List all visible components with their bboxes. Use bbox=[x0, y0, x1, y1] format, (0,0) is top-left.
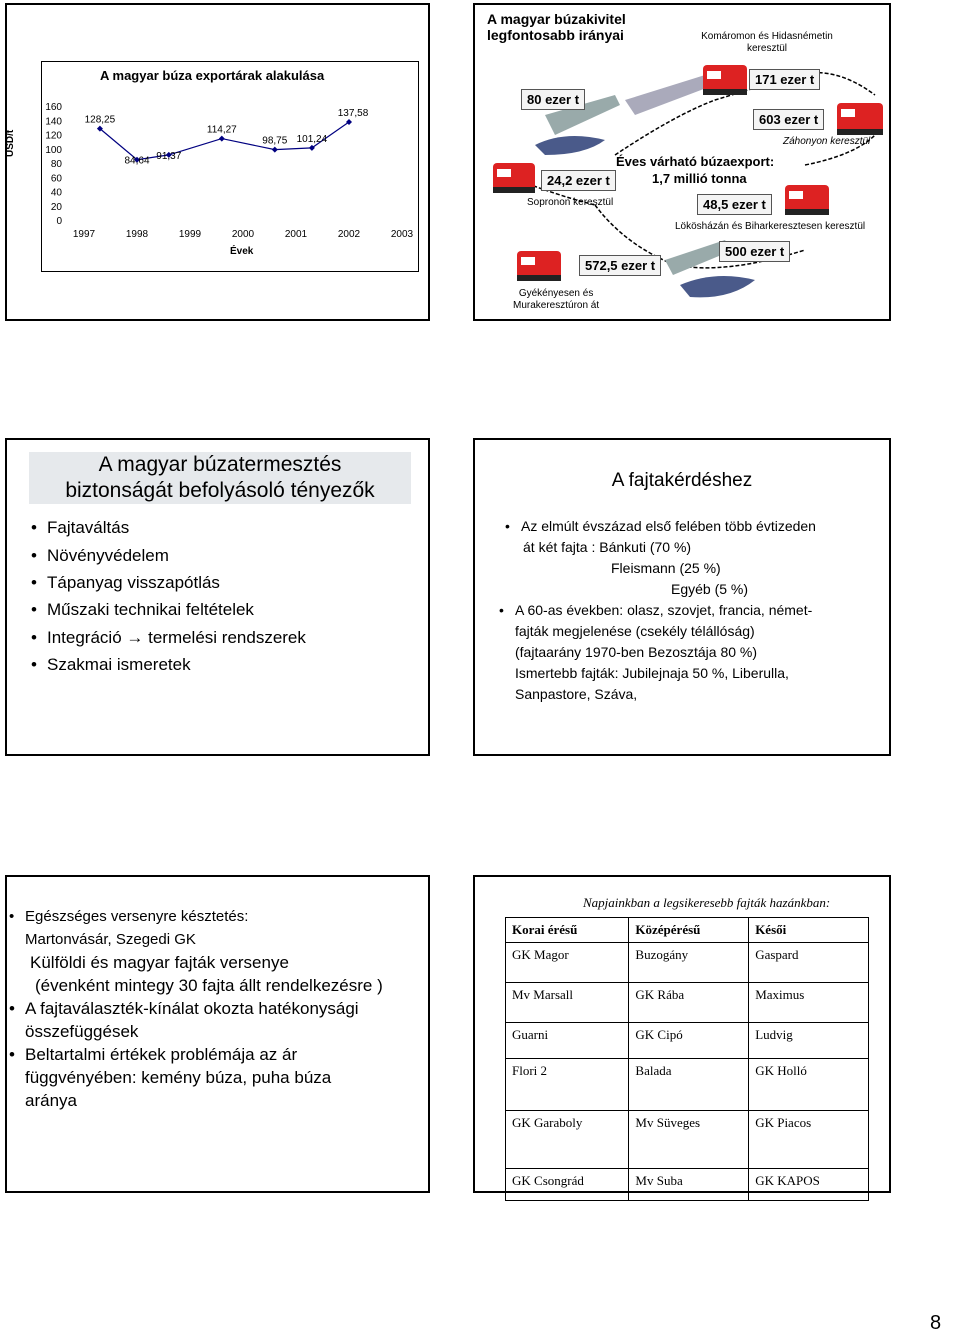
cell: Flori 2 bbox=[506, 1059, 629, 1111]
variety-p2-line5: Sanpastore, Száva, bbox=[515, 686, 638, 702]
value-603: 603 ezer t bbox=[753, 109, 824, 130]
safety-title bbox=[29, 452, 411, 504]
varieties-caption: Napjainkban a legsikeresebb fajták hazánkban: bbox=[583, 895, 831, 910]
header-cell: Késői bbox=[749, 918, 869, 943]
factor-item: • Szakmai ismeretek bbox=[47, 655, 191, 675]
variety-p1-line3: Fleismann (25 %) bbox=[611, 560, 721, 576]
data-point bbox=[272, 147, 278, 153]
value-24-2: 24,2 ezer t bbox=[541, 170, 616, 191]
ship-icon-3 bbox=[625, 75, 709, 115]
komarom-line1: Komáromon és Hidasnémetin bbox=[701, 31, 833, 42]
variety-p1-line1 bbox=[521, 516, 818, 537]
table-row bbox=[506, 943, 869, 983]
train-icon-east2 bbox=[785, 185, 829, 215]
cell: Mv Suba bbox=[629, 1169, 749, 1201]
comp-b3-line3: aránya bbox=[25, 1091, 77, 1110]
cell: Buzogány bbox=[629, 943, 749, 983]
variety-p1-line4: Egyéb (5 %) bbox=[671, 581, 749, 597]
cell: Guarni bbox=[506, 1023, 629, 1059]
varieties-table bbox=[505, 917, 869, 1201]
y-axis-label: USD/t bbox=[5, 129, 16, 157]
train-icon-west bbox=[493, 163, 535, 193]
annual-export-line2: 1,7 millió tonna bbox=[652, 171, 747, 186]
x-axis-label: Évek bbox=[230, 246, 254, 257]
table-header-row bbox=[506, 918, 869, 943]
gyek-line1: Gyékényesen és bbox=[518, 288, 594, 299]
factor-item: • Tápanyag visszapótlás bbox=[47, 573, 220, 593]
sopron-label: Sopronon keresztül bbox=[527, 197, 614, 208]
x-tick-label: 1998 bbox=[125, 229, 149, 240]
header-cell: Középérésű bbox=[629, 918, 749, 943]
comp-b1-line4: (évenként mintegy 30 fajta állt rendelkezésre ) bbox=[35, 976, 383, 995]
cell: GK Cipó bbox=[629, 1023, 749, 1059]
chart-title: A magyar búza exportárak alakulása bbox=[100, 68, 325, 83]
train-icon-south bbox=[517, 251, 561, 281]
komarom-label bbox=[697, 31, 837, 55]
y-tick-label: 140 bbox=[45, 116, 62, 128]
comp-b1-line2: Martonvásár, Szegedi GK bbox=[25, 931, 196, 948]
routes-title-line2: legfontosabb irányai bbox=[487, 27, 624, 43]
x-tick-label: 1999 bbox=[178, 229, 202, 240]
variety-p1-line2: át két fajta : Bánkuti (70 %) bbox=[523, 539, 692, 555]
variety-p2-line1 bbox=[515, 600, 812, 621]
x-tick-label: 2002 bbox=[337, 229, 361, 240]
value-80: 80 ezer t bbox=[521, 89, 585, 110]
y-tick-label: 100 bbox=[45, 144, 62, 156]
y-tick-label: 160 bbox=[45, 102, 62, 113]
x-tick-label: 2001 bbox=[284, 229, 308, 240]
gyek-line2: Murakeresztúron át bbox=[513, 300, 600, 311]
table-row bbox=[506, 1169, 869, 1201]
cell: Maximus bbox=[749, 983, 869, 1023]
train-icon-east1 bbox=[837, 103, 883, 135]
factor-item: • Integráció → termelési rendszerek bbox=[47, 628, 306, 648]
cell: GK Garaboly bbox=[506, 1111, 629, 1169]
y-tick-label: 0 bbox=[56, 216, 62, 227]
table-row bbox=[506, 983, 869, 1023]
cell: GK Piacos bbox=[749, 1111, 869, 1169]
slide-successful-varieties bbox=[473, 875, 891, 1193]
comp-b3-line1: • Beltartalmi értékek problémája az ár bbox=[25, 1043, 383, 1066]
value-572-5: 572,5 ezer t bbox=[579, 255, 661, 276]
cell: GK Holló bbox=[749, 1059, 869, 1111]
variety-p2-line4: Ismertebb fajták: Jubilejnaja 50 %, Liberulla, bbox=[515, 665, 789, 681]
chart-frame bbox=[41, 61, 419, 272]
zahony-label: Záhonyon keresztül bbox=[783, 136, 871, 147]
data-label: 128,25 bbox=[84, 114, 116, 126]
routes-title bbox=[487, 11, 626, 43]
train-icon-north bbox=[703, 65, 747, 95]
y-tick-label: 20 bbox=[50, 201, 62, 213]
cell: GK Rába bbox=[629, 983, 749, 1023]
data-point bbox=[219, 136, 225, 142]
slide-export-prices bbox=[5, 3, 430, 321]
table-row bbox=[506, 1059, 869, 1111]
data-label: 137,58 bbox=[337, 107, 369, 119]
komarom-line2: keresztül bbox=[746, 43, 787, 54]
safety-title-line2: biztonságát befolyásoló tényezők bbox=[65, 479, 375, 502]
comp-b2-line1: • A fajtaválaszték-kínálat okozta hatékonysági bbox=[25, 997, 383, 1020]
slide-safety-factors bbox=[5, 438, 430, 756]
comp-b2-line2: összefüggések bbox=[25, 1022, 139, 1041]
data-label: 84,64 bbox=[124, 155, 150, 167]
cell: GK KAPOS bbox=[749, 1169, 869, 1201]
slide-variety-question bbox=[473, 438, 891, 756]
y-tick-label: 40 bbox=[50, 187, 62, 199]
safety-title-line1: A magyar búzatermesztés bbox=[98, 453, 342, 476]
cell: GK Csongrád bbox=[506, 1169, 629, 1201]
p1a: Az elmúlt évszázad első felében több évtizeden bbox=[521, 518, 816, 534]
cell: Mv Süveges bbox=[629, 1111, 749, 1169]
routes-title-line1: A magyar búzakivitel bbox=[487, 11, 626, 27]
cell: Gaspard bbox=[749, 943, 869, 983]
x-tick-label: 1997 bbox=[72, 229, 96, 240]
slide-export-routes bbox=[473, 3, 891, 321]
lokos-label: Lökösházán és Biharkeresztesen keresztül bbox=[675, 221, 866, 232]
variety-p2-line2: fajták megjelenése (csekély télállóság) bbox=[515, 623, 755, 639]
factor-item: • Növényvédelem bbox=[47, 546, 169, 566]
page-number: 8 bbox=[930, 1312, 942, 1334]
annual-export-line1: Éves várható búzaexport: bbox=[616, 154, 775, 169]
table-row bbox=[506, 1023, 869, 1059]
value-500: 500 ezer t bbox=[719, 241, 790, 262]
p2a: A 60-as években: olasz, szovjet, francia, német- bbox=[515, 602, 813, 618]
data-label: 114,27 bbox=[206, 124, 237, 136]
comp-b1-line1: • Egészséges versenyre késztetés: bbox=[25, 905, 383, 928]
y-tick-label: 60 bbox=[50, 173, 62, 185]
x-tick-label: 2003 bbox=[390, 229, 414, 240]
value-171: 171 ezer t bbox=[749, 69, 820, 90]
data-label: 98,75 bbox=[262, 135, 288, 147]
header-cell: Korai érésű bbox=[506, 918, 629, 943]
cell: Ludvig bbox=[749, 1023, 869, 1059]
data-label: 91,37 bbox=[156, 150, 182, 162]
data-label: 101,24 bbox=[296, 133, 328, 145]
x-tick-label: 2000 bbox=[231, 229, 255, 240]
comp-b3-line2: függvényében: kemény búza, puha búza bbox=[25, 1068, 332, 1087]
variety-p2-line3: (fajtaarány 1970-ben Bezosztája 80 %) bbox=[515, 644, 758, 660]
factor-item: • Műszaki technikai feltételek bbox=[47, 600, 254, 620]
cell: Balada bbox=[629, 1059, 749, 1111]
y-tick-label: 80 bbox=[50, 159, 62, 170]
gyekenyes-label bbox=[513, 288, 599, 312]
cell: GK Magor bbox=[506, 943, 629, 983]
factor-item: • Fajtaváltás bbox=[47, 518, 129, 538]
cell: Mv Marsall bbox=[506, 983, 629, 1023]
export-price-chart bbox=[42, 62, 418, 271]
comp-b1-line3: Külföldi és magyar fajták versenye bbox=[30, 953, 289, 972]
table-row bbox=[506, 1111, 869, 1169]
slide-competition bbox=[5, 875, 430, 1193]
competition-text bbox=[25, 905, 383, 1112]
value-48-5: 48,5 ezer t bbox=[697, 194, 772, 215]
variety-title: A fajtakérdéshez bbox=[611, 470, 753, 491]
variety-text bbox=[505, 516, 816, 705]
y-tick-label: 120 bbox=[45, 130, 62, 142]
